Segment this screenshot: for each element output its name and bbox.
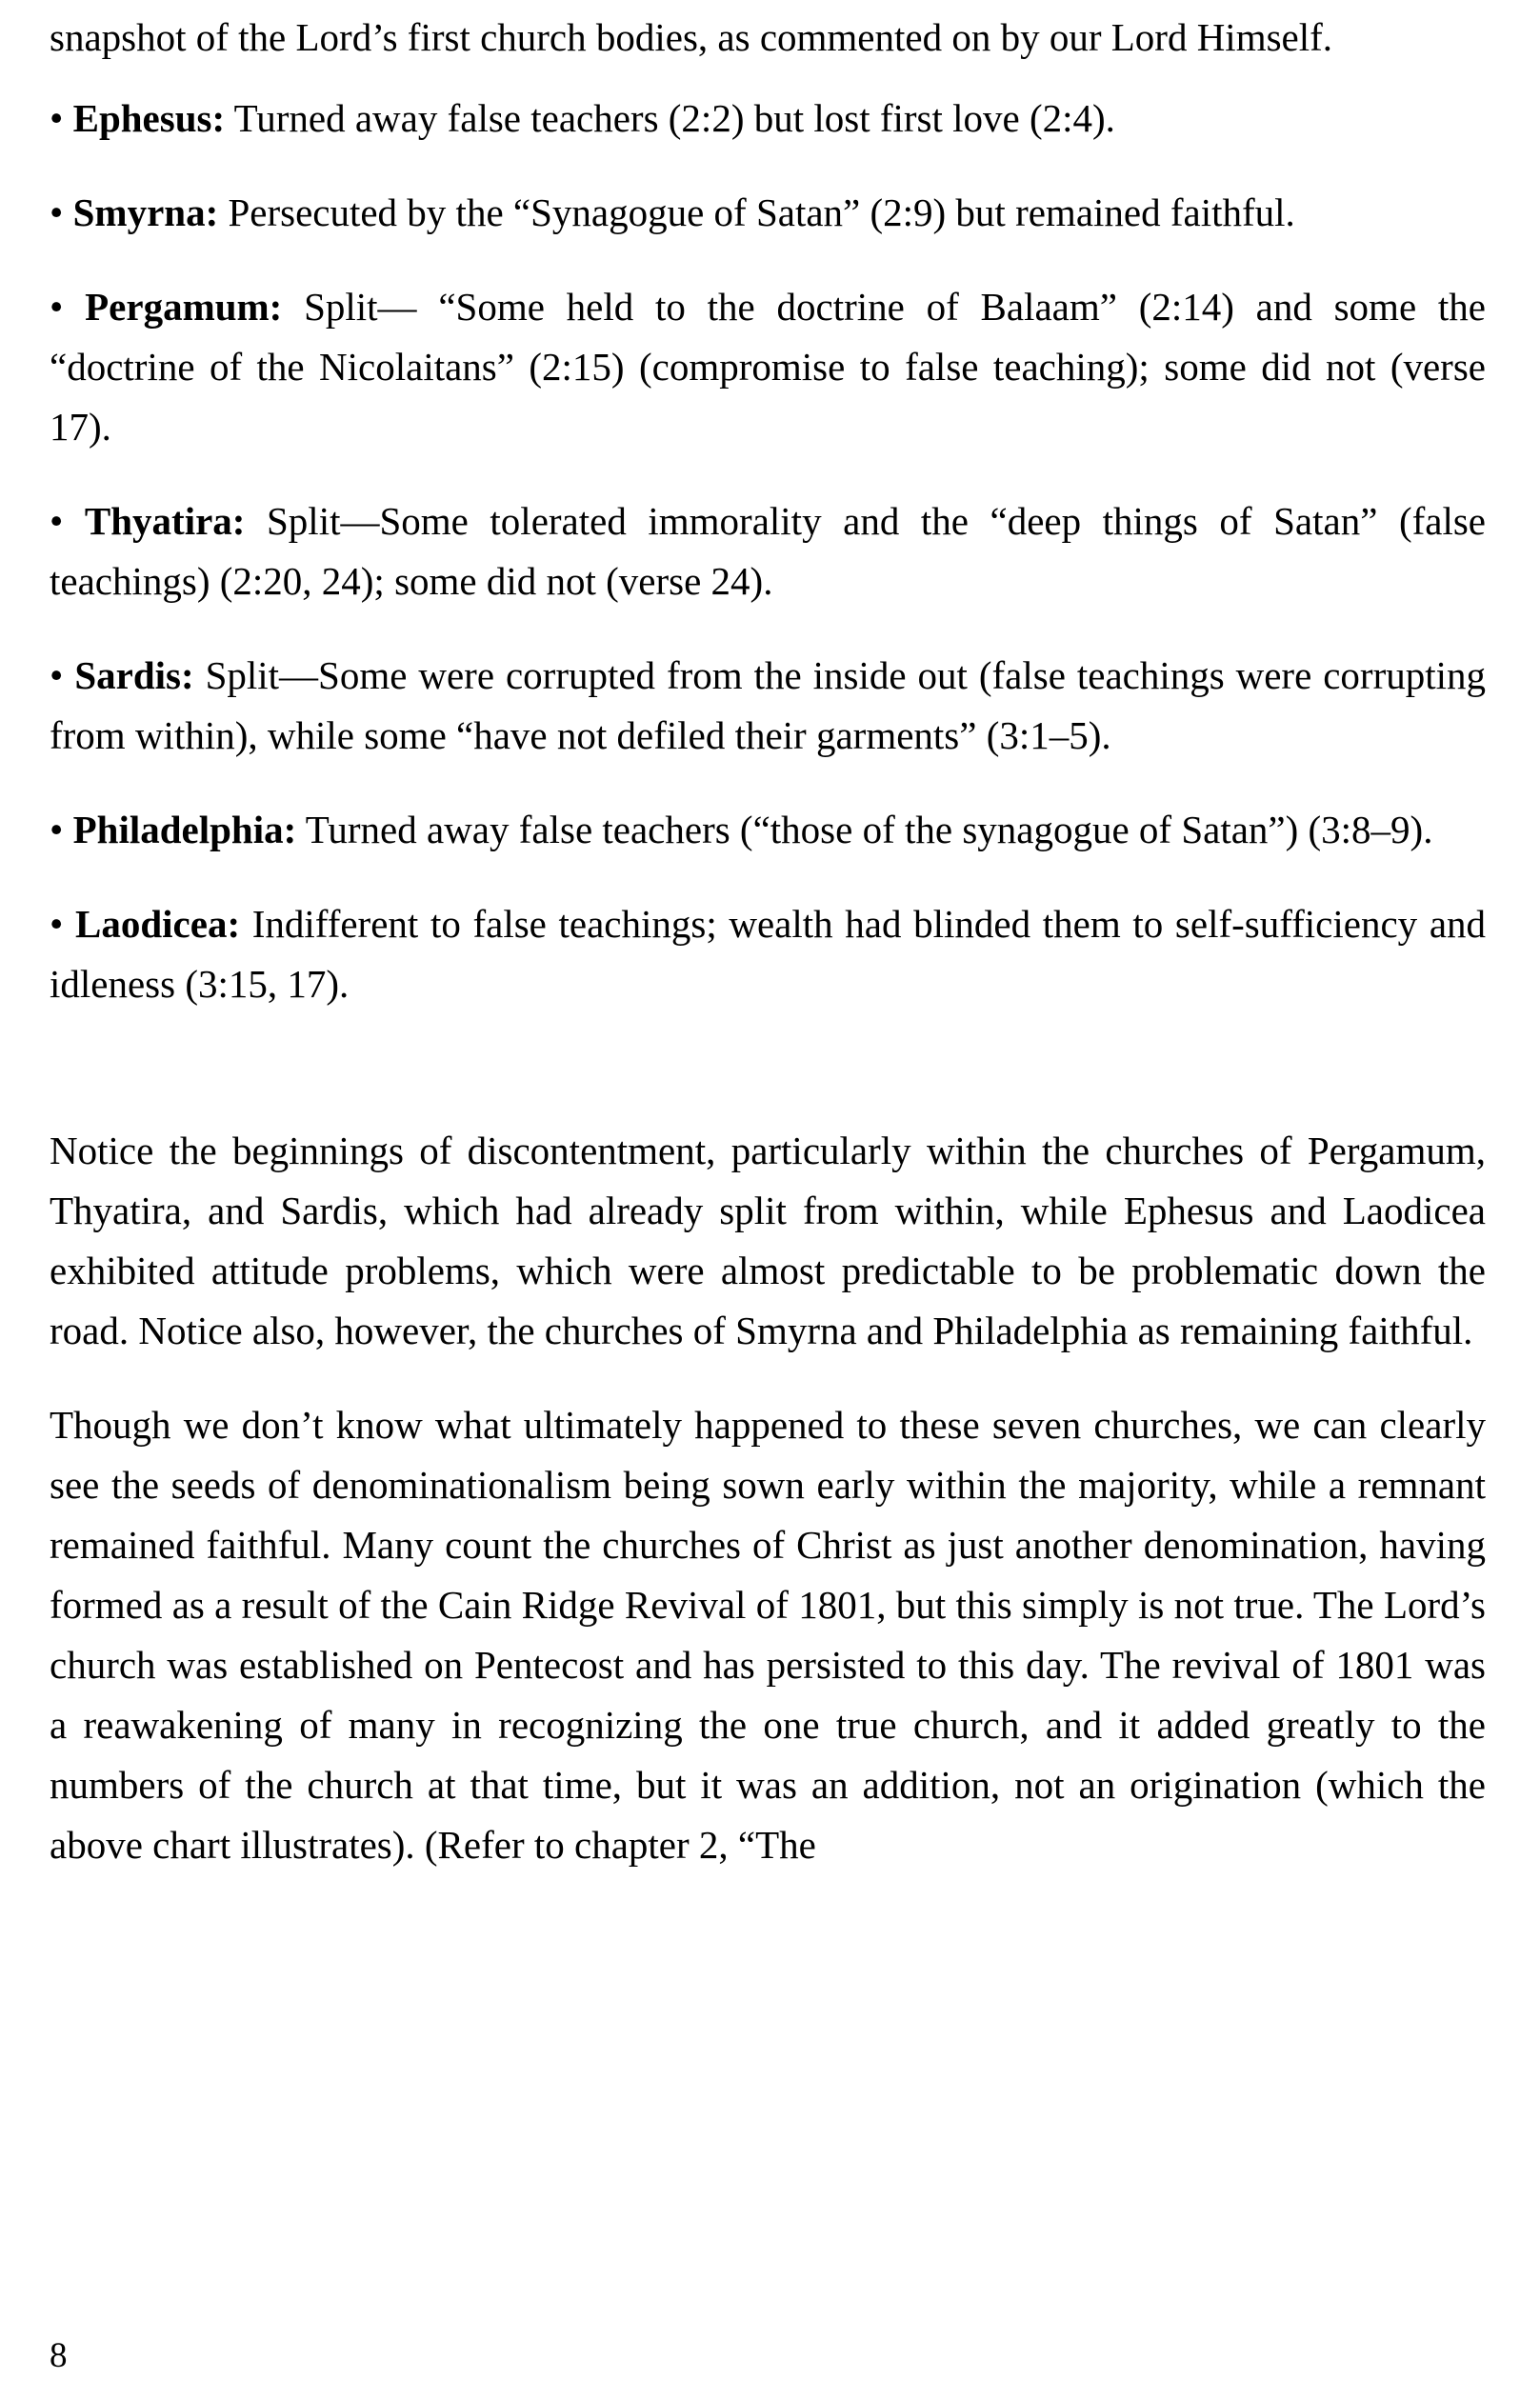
page-number: 8 — [50, 2336, 68, 2375]
church-name-ephesus: Ephesus: — [72, 96, 226, 140]
body-paragraph-though: Though we don’t know what ultimately happened to these seven churches, we can clearly see the seeds of denominationalism being sown early within the majority, while a remnant remained faithful. Many count the churches of Christ as just another denomination, having formed as a result of the Cain Ridge Revival of 1801, but this simply is not true. The Lord’s church was established on Pentecost and has persisted to this day. The revival of 1801 was a reawakening of many in recognizing the one true church, and it added greatly to the numbers of the church at that time, but it was an addition, not an origination (which the above chart illustrates). (Refer to chapter 2, “The — [50, 1403, 1486, 1867]
bullet-marker-icon: • — [50, 96, 64, 140]
list-item — [50, 183, 1486, 243]
church-description-laodicea: Indifferent to false teachings; wealth had blinded them to self-sufficiency and idleness (3:15, 17). — [50, 902, 1487, 1006]
church-name-smyrna: Smyrna: — [72, 190, 219, 234]
church-description-philadelphia: Turned away false teachers (“those of the synagogue of Satan”) (3:8–9). — [296, 808, 1433, 851]
bullet-marker-icon: • — [50, 499, 64, 543]
list-item — [50, 800, 1486, 860]
seven-churches-list — [50, 89, 1486, 1014]
intro-spacer — [50, 68, 1486, 89]
bullet-marker-icon: • — [50, 285, 64, 329]
section-gap — [50, 1014, 1486, 1121]
bullet-marker-icon: • — [50, 190, 64, 234]
list-item — [50, 491, 1486, 611]
church-description-smyrna: Persecuted by the “Synagogue of Satan” (2:9) but remained faithful. — [218, 190, 1295, 234]
bullet-marker-icon: • — [50, 653, 64, 697]
church-name-sardis: Sardis: — [74, 653, 194, 697]
list-item — [50, 894, 1486, 1014]
list-item — [50, 89, 1486, 149]
list-item — [50, 277, 1486, 457]
body-paragraph-notice: Notice the beginnings of discontentment, particularly within the churches of Pergamum, Thyatira, and Sardis, which had already split from within, while Ephesus and Laodicea exhibited attitude problems, which were almost predictable to be problematic down the road. Notice also, however, the churches of Smyrna and Philadelphia as remaining faithful. — [50, 1129, 1486, 1352]
list-item — [50, 646, 1486, 766]
church-name-laodicea: Laodicea: — [75, 902, 241, 946]
intro-paragraph: snapshot of the Lord’s first church bodies, as commented on by our Lord Himself. — [50, 15, 1333, 59]
bullet-marker-icon: • — [50, 808, 64, 851]
church-description-sardis: Split—Some were corrupted from the inside out (false teachings were corrupting from within), while some “have not defiled their garments” (3:1–5). — [50, 653, 1487, 757]
page-content — [50, 0, 1486, 1875]
church-name-pergamum: Pergamum: — [85, 285, 283, 329]
church-name-philadelphia: Philadelphia: — [72, 808, 297, 851]
church-description-pergamum: Split— “Some held to the doctrine of Balaam” (2:14) and some the “doctrine of the Nicolaitans” (2:15) (compromise to false teaching); some did not (verse 17). — [50, 285, 1486, 449]
church-description-thyatira: Split—Some tolerated immorality and the “deep things of Satan” (false teachings) (2:20, 24); some did not (verse 24). — [50, 499, 1486, 603]
church-description-ephesus: Turned away false teachers (2:2) but lost first love (2:4). — [225, 96, 1115, 140]
church-name-thyatira: Thyatira: — [84, 499, 246, 543]
bullet-marker-icon: • — [50, 902, 64, 946]
